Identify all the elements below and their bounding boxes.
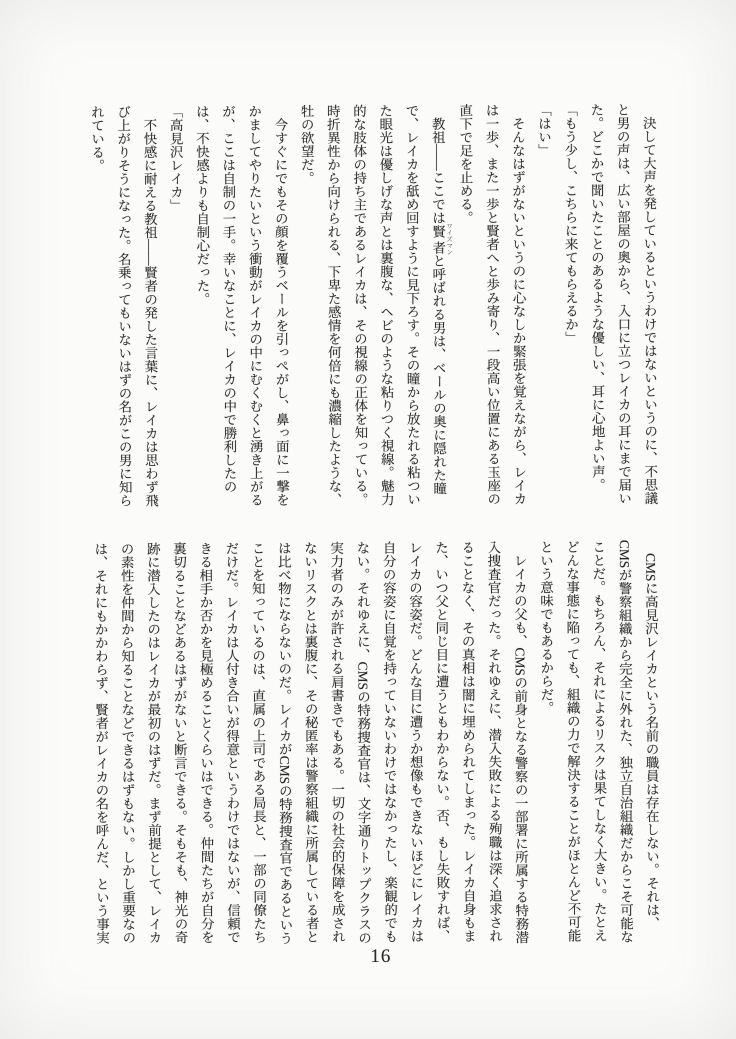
text-line: で、レイカを舐め回すように見下ろす。その瞳から放たれる粘つい: [403, 103, 421, 506]
text-line: 裏切ることなどあるはずがないと断言できる。そもそも、神光の奇: [171, 541, 189, 944]
upper-text-block: [83, 103, 663, 518]
text-line: 教祖――ここでは賢者 ワイズマンと呼ばれる男は、ベールの奥に隠れた瞳: [430, 103, 453, 496]
text-line: ことを知っているのは、直属の上司である局長と、一部の同僚たち: [250, 541, 267, 944]
text-line: ないリスクとは裏腹に、その秘匿率は警察組織に所属している者と: [302, 541, 320, 944]
text-line: 時折異性から向けられる、下卑た感情を何倍にも濃縮したような、: [325, 104, 343, 507]
text-line: という意味でもあるからだ。: [538, 540, 555, 715]
text-line: そんなはずがないというのに心なしか緊張を覚えながら、レイカ: [510, 103, 527, 506]
text-line: ない。それゆえに、CMSの特務捜査官は、文字通りトップクラスの: [354, 540, 372, 945]
text-line: かましてやりたいという衝動がレイカの中にむくむくと湧き上がる: [246, 104, 264, 507]
furigana-ruby: 賢者 ワイズマン: [430, 222, 453, 256]
text-line: 跡に潜入したのはレイカが最初のはずだ。まず前提として、レイカ: [145, 541, 162, 944]
text-line: は、それにもかかわらず、賢者がレイカの名を呼んだ、という事実: [92, 542, 110, 945]
page-number: 16: [370, 945, 392, 967]
text-line: た眼光は優しげな声とは裏腹な、ヘビのような粘りつく視線。魅力: [377, 103, 395, 506]
text-line: ことだ。もちろん、それによるリスクは果てしなく大きい。たとえ: [590, 539, 608, 943]
text-line: どんな事態に陥っても、組織の力で解決することがほとんど不可能: [564, 540, 582, 943]
text-line: た、いつ父と同じ目に遭うともわからない。否、もし失敗すれば、: [433, 540, 451, 943]
text-line: は、不快感よりも自制心だった。: [194, 104, 211, 306]
text-line: 自分の容姿に自覚を持っていないわけではなかったし、楽観的でも: [381, 540, 398, 943]
text-line: だけだ。レイカは人付き合いが得意というわけではないが、信頼で: [223, 541, 241, 944]
text-line: は一歩、また一歩と賢者へと歩み寄り、一段高い位置にある玉座の: [483, 103, 501, 506]
lower-text-block: [85, 540, 665, 955]
text-line: CMSに高見沢レイカという名前の職員は存在しない。それは、: [643, 539, 660, 930]
text-line: れている。: [89, 105, 105, 173]
text-line: は比べ物にならないのだ。レイカがCMSの特務捜査官であるという: [276, 541, 294, 945]
text-line: た。どこかで聞いたことのあるような優しい、耳に心地よい声。: [588, 102, 606, 492]
text-line: 的な肢体の持ち主であるレイカは、その視線の正体を知っている。: [351, 104, 369, 507]
text-line: の素性を仲間から知ることなどできるはずもない。しかし重要なの: [119, 542, 136, 945]
text-line: 決して大声を発しているというわけではないというのに、不思議: [641, 102, 658, 505]
text-line: 「もう少し、こちらに来てもらえるか」: [562, 103, 579, 345]
text-line: と男の声は、広い部屋の奥から、入口に立つレイカの耳にまで届い: [614, 102, 632, 505]
text-line: 実力者のみが許される肩書きでもある。一切の社会的保障を成され: [328, 541, 346, 944]
text-line: 今すぐにでもその顔を覆うベールを引っぺがし、鼻っ面に一撃を: [272, 104, 290, 507]
text-line: 「はい」: [536, 103, 552, 157]
text-line: 不快感に耐える教祖――賢者の発した言葉に、レイカは思わず飛: [141, 104, 159, 507]
text-line: レイカの容姿だ。どんな目に遭うか想像もできないほどにレイカは: [407, 540, 425, 943]
text-line: CMSが警察組織から完全に外れた、独立自治組織だからこそ可能な: [616, 539, 634, 944]
furigana-reading: ワイズマン: [445, 222, 453, 256]
text-line: 牡の欲望だ。: [299, 104, 315, 185]
text-line: 入捜査官だった。それゆえに、潜入失敗による殉職は深く追求され: [485, 540, 503, 943]
text-line: び上がりそうになった。名乗ってもいないはずの名がこの男に知ら: [115, 105, 133, 508]
text-line: 「高見沢レイカ」: [168, 104, 184, 213]
text-line: 直下で足を止める。: [457, 103, 474, 225]
text-line: きる相手か否かを見極めることくらいはできる。仲間たちが自分を: [197, 541, 215, 944]
text-line: が、ここは自制の一手。幸いなことに、レイカの中で勝利したの: [220, 104, 238, 494]
text-line: ることなく、その真相は闇に埋められてしまった。レイカ自身もま: [459, 540, 477, 943]
text-line: レイカの父も、CMSの前身となる警察の一部署に所属する特務潜: [512, 540, 529, 944]
